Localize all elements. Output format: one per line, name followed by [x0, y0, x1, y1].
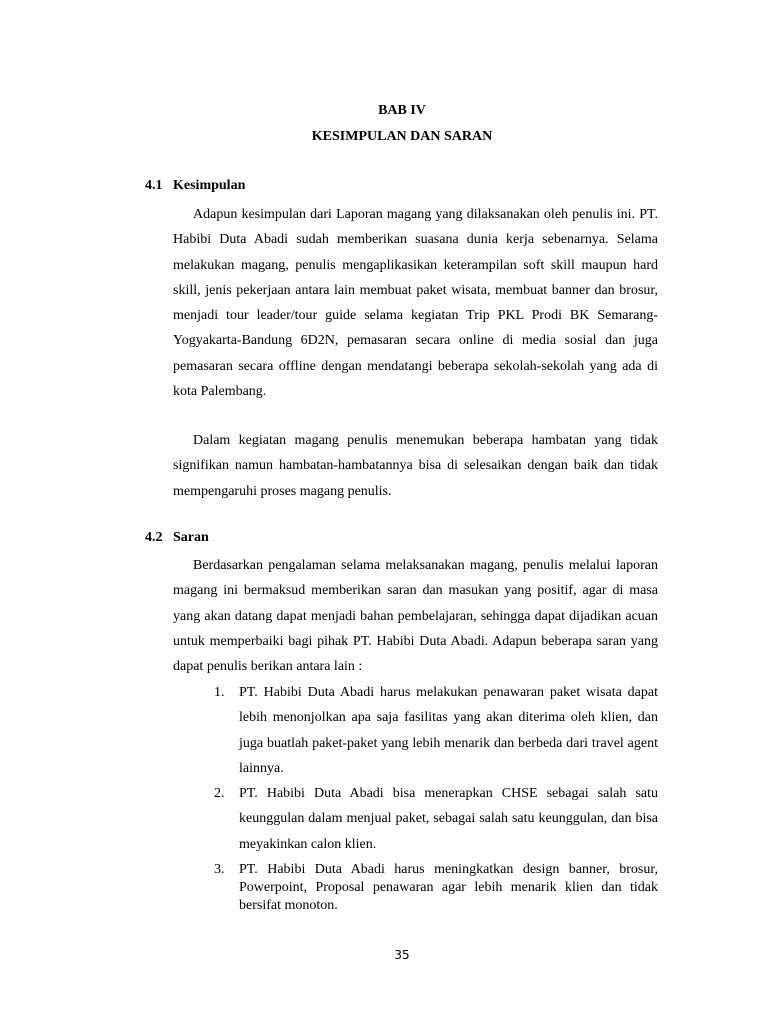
list-marker: 3.	[214, 862, 225, 878]
section-number: 4.2	[145, 530, 163, 545]
list-item-text: PT. Habibi Duta Abadi harus melakukan penawaran paket wisata dapat lebih menonjolkan apa saja fasilitas yang akan diterima oleh klien, dan juga buatlah paket-paket yang lebih menarik dan berbeda dari travel agent lainnya.	[239, 685, 658, 776]
list-item	[214, 861, 658, 915]
paragraph: Dalam kegiatan magang penulis menemukan beberapa hambatan yang tidak signifikan namun hambatan-hambatannya bisa di selesaikan dengan baik dan tidak mempengaruhi proses magang penulis.	[173, 433, 658, 499]
section-number: 4.1	[145, 178, 163, 193]
section-heading-saran	[145, 530, 209, 546]
list-marker: 1.	[214, 685, 225, 700]
list-item-text: PT. Habibi Duta Abadi bisa menerapkan CHSE sebagai salah satu keunggulan dalam menjual paket, sebagai salah satu keunggulan, dan bisa meyakinkan calon klien.	[239, 786, 658, 852]
paragraph: Adapun kesimpulan dari Laporan magang yang dilaksanakan oleh penulis ini. PT. Habibi Duta Abadi sudah memberikan suasana dunia kerja sebenarnya. Selama melakukan magang, penulis mengaplikasikan keterampilan soft skill maupun hard skill, jenis pekerjaan antara lain membuat paket wisata, membuat banner dan brosur, menjadi tour leader/tour guide selama kegiatan Trip PKL Prodi BK Semarang-Yogyakarta-Bandung 6D2N, pemasaran secara online di media sosial dan juga pemasaran secara offline dengan mendatangi beberapa sekolah-sekolah yang ada di kota Palembang.	[173, 207, 658, 400]
list-marker: 2.	[214, 786, 225, 802]
list-item	[214, 781, 658, 857]
list-item-text: PT. Habibi Duta Abadi harus meningkatkan design banner, brosur, Powerpoint, Proposal penawaran agar lebih menarik klien dan tidak bersifat monoton.	[239, 862, 658, 914]
section-heading-kesimpulan	[145, 178, 245, 194]
section-title: Kesimpulan	[173, 178, 246, 193]
suggestion-list	[214, 680, 658, 915]
section-title: Saran	[173, 530, 209, 545]
chapter-number: BAB IV	[378, 103, 426, 118]
page-number: 35	[394, 948, 410, 962]
chapter-title: KESIMPULAN DAN SARAN	[311, 129, 493, 144]
paragraph: Berdasarkan pengalaman selama melaksanakan magang, penulis melalui laporan magang ini bermaksud memberikan saran dan masukan yang positif, agar di masa yang akan datang dapat menjadi bahan pembelajaran, sehingga dapat dijadikan acuan untuk memperbaiki bagi pihak PT. Habibi Duta Abadi. Adapun beberapa saran yang dapat penulis berikan antara lain :	[173, 558, 658, 675]
list-item	[214, 680, 658, 781]
